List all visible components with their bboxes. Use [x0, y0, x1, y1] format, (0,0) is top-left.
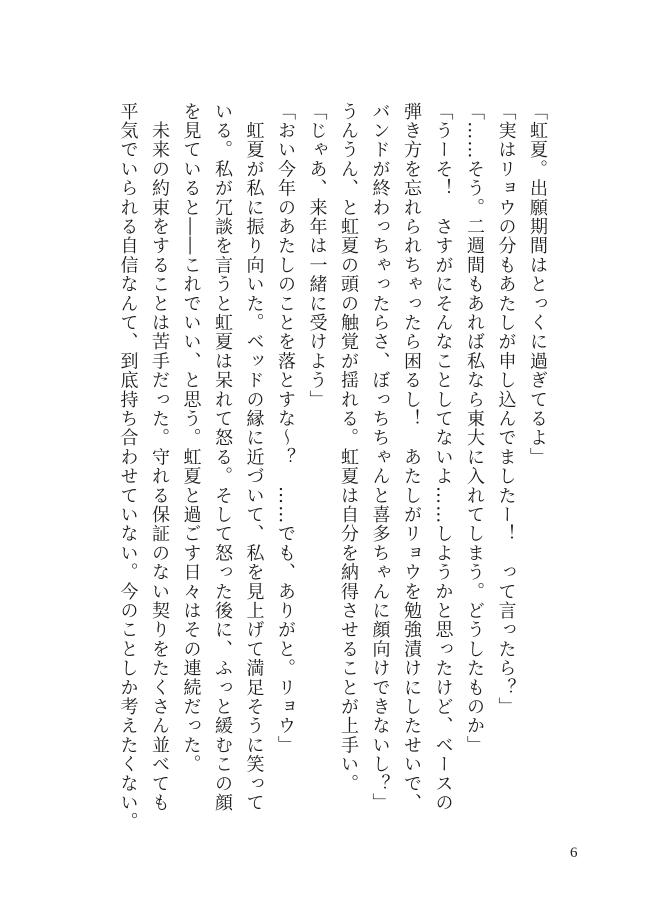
- text-line: 平気でいられる自信なんて、到底持ち合わせていない。今のことしか考えたくない。: [117, 102, 139, 832]
- text-line: 「おい今年のあたしのことを落とすな〜？ ……でも、ありがと。リョウ」: [275, 102, 296, 755]
- text-line: を見ていると――これでいい、と思う。虹夏と過ごす日々はその連続だった。: [180, 102, 202, 774]
- text-line: バンドが終わっちゃったらさ、ぼっちちゃんと喜多ちゃんに顔向けできないし？」: [369, 102, 391, 813]
- vertical-text-block: [112, 102, 553, 832]
- text-line: 「じゃあ、来年は一緒に受けよう」: [306, 102, 328, 410]
- text-line: 弾き方を忘れられちゃったら困るし！ あたしがリョウを勉強漬けにしたせいで、: [401, 102, 422, 813]
- text-line: 「虹夏。出願期間はとっくに過ぎてるよ」: [527, 102, 548, 467]
- text-line: 「うーそ！ さすがにそんなことしてないよ……しようかと思ったけど、ベースの: [432, 102, 454, 813]
- page-number: 6: [570, 845, 578, 861]
- text-line: 「……そう。二週間もあれば私なら東大に入れてしまう。どうしたものか」: [464, 102, 485, 755]
- text-line: 「実はリョウの分もあたしが申し込んでましたー！ って言ったら？」: [495, 102, 517, 717]
- text-line: いる。私が冗談を言うと虹夏は呆れて怒る。そして怒った後に、ふっと緩むこの顔: [212, 102, 233, 813]
- text-line: 虹夏が私に振り向いた。ベッドの縁に近づいて、私を見上げて満足そうに笑って: [243, 102, 265, 813]
- text-line: うんうん、と虹夏の頭の触覚が揺れる。虹夏は自分を納得させることが上手い。: [338, 102, 359, 794]
- text-line: 未来の約束をすることは苦手だった。守れる保証のない契りをたくさん並べても: [149, 102, 170, 813]
